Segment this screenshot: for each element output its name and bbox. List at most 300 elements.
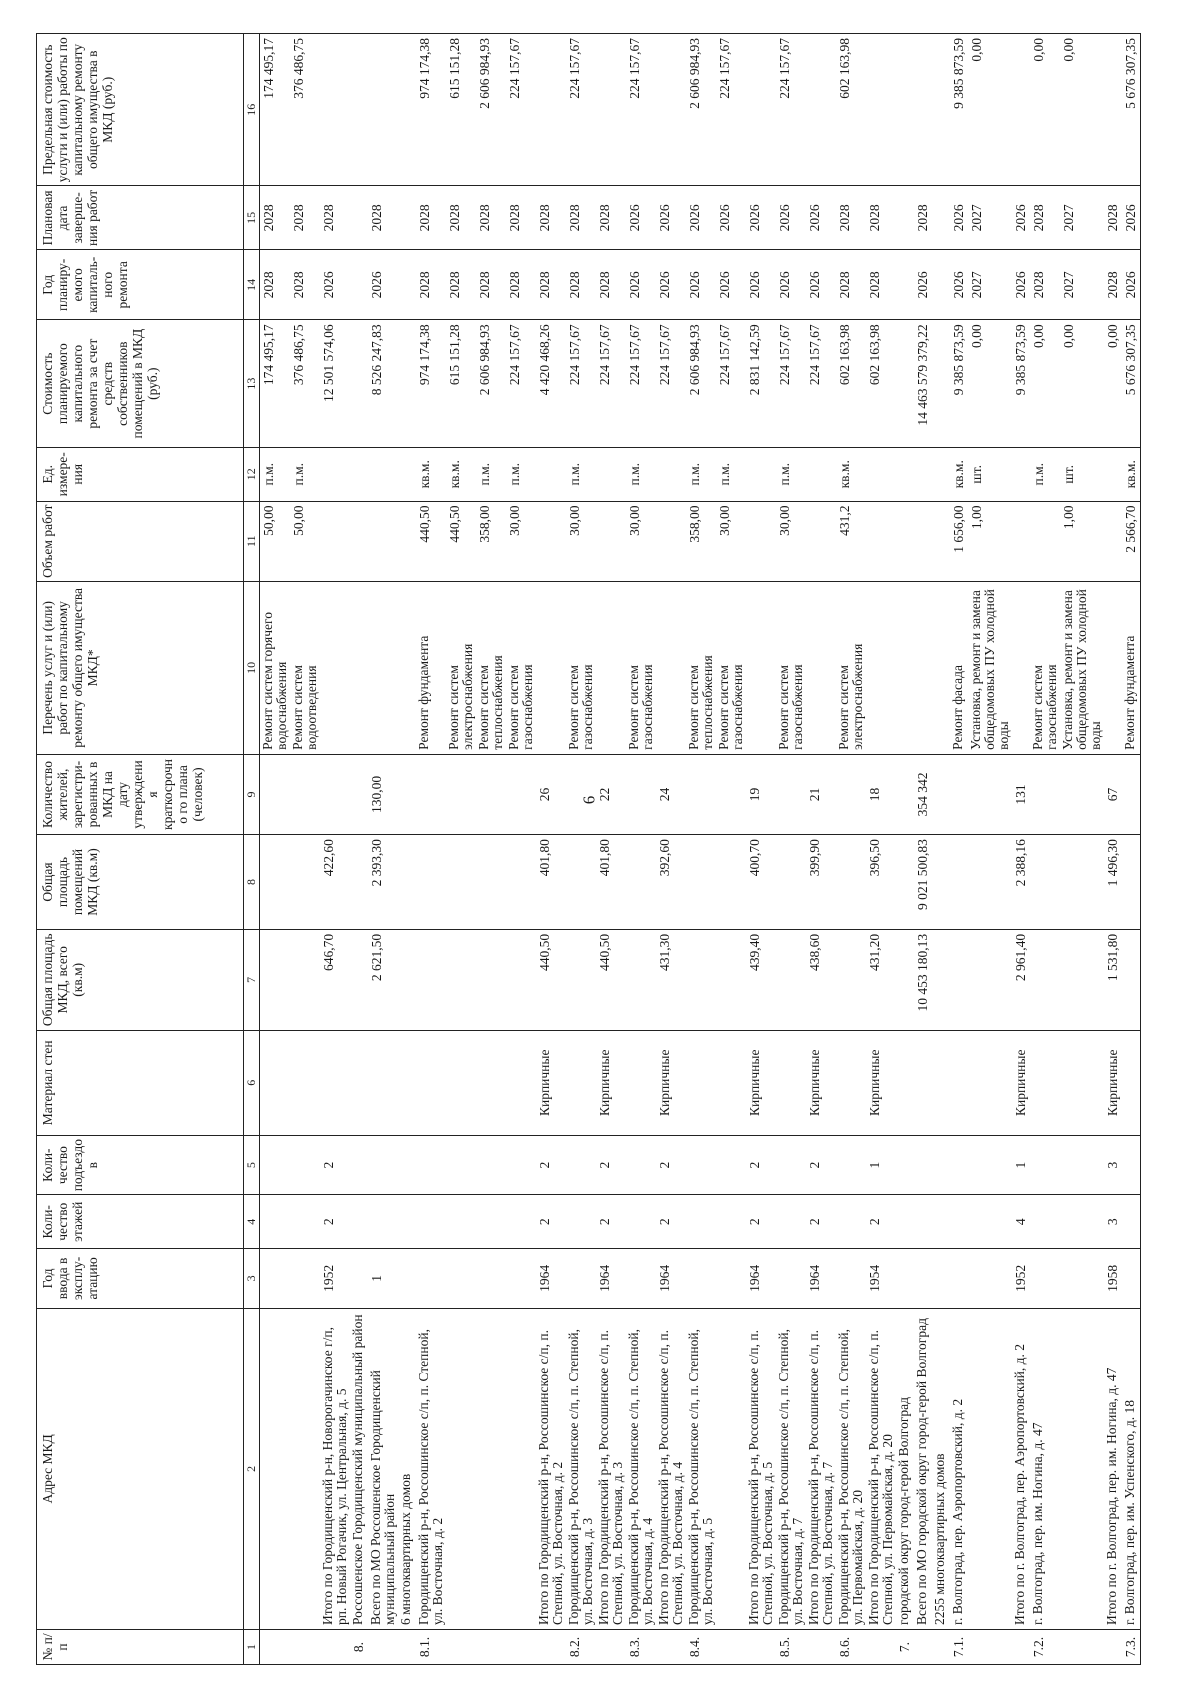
residents-cell: [836, 754, 866, 834]
address-cell: Итого по г. Волгоград, пер. им. Ногина, д. 47: [1104, 1308, 1122, 1629]
residents-cell: [446, 754, 476, 834]
wall-material-cell: Кирпичные: [1012, 1030, 1030, 1135]
total-area-cell: [506, 929, 536, 1030]
wall-material-cell: [446, 1030, 476, 1135]
cost-cell: 0,00: [968, 320, 1012, 448]
cost-cell: 0,00: [1104, 320, 1122, 448]
unit-cell: кв.м.: [836, 448, 866, 502]
row-number: [476, 1630, 506, 1665]
address-cell: Итого по Городищенский р-н, Россошинское с/п, п. Степной, ул. Восточная, д. 2: [536, 1308, 566, 1629]
end-date-cell: [350, 186, 368, 250]
address-cell: Городищенский р-н, Россошинское с/п, п. Степной, ул. Восточная, д. 2: [416, 1308, 446, 1629]
work-type-cell: Ремонт систем газоснабжения: [1030, 581, 1060, 754]
premises-area-cell: [260, 835, 291, 930]
cost-cell: 174 495,17: [260, 320, 291, 448]
work-type-cell: Ремонт систем водоотведения: [290, 581, 320, 754]
end-date-cell: 2028: [914, 186, 932, 250]
total-area-cell: [416, 929, 446, 1030]
volume-cell: [1030, 501, 1060, 581]
end-date-cell: 2026: [776, 186, 806, 250]
limit-cost-cell: [320, 34, 350, 186]
row-number: 8.2.: [566, 1630, 596, 1665]
volume-cell: [320, 501, 350, 581]
address-cell: Итого по Городищенский р-н, Россошинское с/п, п. Степной, ул. Восточная, д. 3: [596, 1308, 626, 1629]
floors-cell: [686, 1195, 716, 1249]
volume-cell: [932, 501, 950, 581]
header-cell: Объем работ: [37, 501, 244, 581]
limit-cost-cell: [596, 34, 626, 186]
residents-cell: 21: [806, 754, 836, 834]
unit-cell: п.м.: [566, 448, 596, 502]
table-row: [416, 34, 446, 1665]
work-type-cell: Ремонт систем теплоснабжения: [476, 581, 506, 754]
volume-cell: [1104, 501, 1122, 581]
entrances-cell: 1: [866, 1135, 896, 1195]
unit-cell: [932, 448, 950, 502]
limit-cost-cell: [932, 34, 950, 186]
residents-cell: [260, 754, 291, 834]
residents-cell: [506, 754, 536, 834]
row-number: 8.4.: [686, 1630, 716, 1665]
year-cell: 1952: [320, 1249, 350, 1309]
premises-area-cell: 2 393,30: [368, 835, 398, 930]
year-cell: [476, 1249, 506, 1309]
floors-cell: [290, 1195, 320, 1249]
work-type-cell: [368, 581, 398, 754]
row-number: 8.: [350, 1630, 368, 1665]
residents-cell: [716, 754, 746, 834]
cost-cell: 2 606 984,93: [476, 320, 506, 448]
unit-cell: кв.м.: [950, 448, 968, 502]
cost-cell: 974 174,38: [416, 320, 446, 448]
year-cell: 1964: [656, 1249, 686, 1309]
residents-cell: [626, 754, 656, 834]
work-type-cell: [914, 581, 932, 754]
wall-material-cell: Кирпичные: [1104, 1030, 1122, 1135]
wall-material-cell: [566, 1030, 596, 1135]
address-cell: [506, 1308, 536, 1629]
total-area-cell: [476, 929, 506, 1030]
unit-cell: [1104, 448, 1122, 502]
entrances-cell: [290, 1135, 320, 1195]
end-date-cell: 2026: [686, 186, 716, 250]
limit-cost-cell: [1012, 34, 1030, 186]
address-cell: Городищенский р-н, Россошинское с/п, п. Степной, ул. Восточная, д. 3: [566, 1308, 596, 1629]
repair-year-cell: 2028: [566, 250, 596, 320]
wall-material-cell: Кирпичные: [806, 1030, 836, 1135]
end-date-cell: 2026: [656, 186, 686, 250]
unit-cell: п.м.: [776, 448, 806, 502]
limit-cost-cell: 174 495,17: [260, 34, 291, 186]
residents-cell: 22: [596, 754, 626, 834]
address-cell: Всего по МО Россошенское Городищенский муниципальный район: [368, 1308, 398, 1629]
wall-material-cell: [914, 1030, 932, 1135]
column-number: 2: [244, 1308, 260, 1629]
address-cell: [716, 1308, 746, 1629]
column-number: 1: [244, 1630, 260, 1665]
unit-cell: п.м.: [686, 448, 716, 502]
cost-cell: 224 157,67: [656, 320, 686, 448]
address-cell: Городищенский р-н, Россошинское с/п, п. Степной, ул. Восточная, д. 7: [776, 1308, 806, 1629]
work-type-cell: [1012, 581, 1030, 754]
limit-cost-cell: [746, 34, 776, 186]
residents-cell: [896, 754, 914, 834]
volume-cell: 1,00: [1060, 501, 1104, 581]
unit-cell: [656, 448, 686, 502]
wall-material-cell: Кирпичные: [656, 1030, 686, 1135]
volume-cell: [896, 501, 914, 581]
repair-year-cell: [398, 250, 416, 320]
row-number: 7.: [896, 1630, 914, 1665]
premises-area-cell: [626, 835, 656, 930]
cost-cell: 615 151,28: [446, 320, 476, 448]
row-number: [596, 1630, 626, 1665]
row-number: [806, 1630, 836, 1665]
unit-cell: [806, 448, 836, 502]
address-cell: [1060, 1308, 1104, 1629]
repair-year-cell: 2026: [1122, 250, 1141, 320]
header-cell: Ед. измере-ния: [37, 448, 244, 502]
volume-cell: 30,00: [506, 501, 536, 581]
address-cell: Итого по Городищенский р-н, Новорогачинское г/п, рп. Новый Рогачик, ул. Центральная, д. 5: [320, 1308, 350, 1629]
premises-area-cell: [776, 835, 806, 930]
premises-area-cell: [506, 835, 536, 930]
address-cell: 6 многоквартирных домов: [398, 1308, 416, 1629]
cost-cell: 224 157,67: [776, 320, 806, 448]
entrances-cell: [716, 1135, 746, 1195]
header-cell: Общая площадь помещений МКД (кв.м): [37, 835, 244, 930]
floors-cell: 2: [746, 1195, 776, 1249]
work-type-cell: [806, 581, 836, 754]
premises-area-cell: [566, 835, 596, 930]
total-area-cell: [1060, 929, 1104, 1030]
premises-area-cell: [686, 835, 716, 930]
cost-cell: 602 163,98: [866, 320, 896, 448]
cost-cell: 224 157,67: [566, 320, 596, 448]
premises-area-cell: 2 388,16: [1012, 835, 1030, 930]
work-type-cell: [536, 581, 566, 754]
wall-material-cell: [368, 1030, 398, 1135]
limit-cost-cell: [656, 34, 686, 186]
volume-cell: 30,00: [776, 501, 806, 581]
residents-cell: 24: [656, 754, 686, 834]
total-area-cell: [1030, 929, 1060, 1030]
volume-cell: [866, 501, 896, 581]
cost-cell: 8 526 247,83: [368, 320, 398, 448]
wall-material-cell: [932, 1030, 950, 1135]
residents-cell: 131: [1012, 754, 1030, 834]
residents-cell: [686, 754, 716, 834]
wall-material-cell: [686, 1030, 716, 1135]
wall-material-cell: [416, 1030, 446, 1135]
wall-material-cell: Кирпичные: [596, 1030, 626, 1135]
cost-cell: 602 163,98: [836, 320, 866, 448]
limit-cost-cell: 224 157,67: [626, 34, 656, 186]
unit-cell: п.м.: [1030, 448, 1060, 502]
year-cell: [968, 1249, 1012, 1309]
total-area-cell: 439,40: [746, 929, 776, 1030]
address-cell: [476, 1308, 506, 1629]
volume-cell: 440,50: [446, 501, 476, 581]
table-row: [932, 34, 950, 1665]
repair-year-cell: [896, 250, 914, 320]
table-row: [686, 34, 716, 1665]
header-cell: Коли-чество подъездов: [37, 1135, 244, 1195]
total-area-cell: [716, 929, 746, 1030]
residents-cell: 354 342: [914, 754, 932, 834]
limit-cost-cell: [368, 34, 398, 186]
cost-cell: [896, 320, 914, 448]
table-row: [290, 34, 320, 1665]
repair-year-cell: 2026: [716, 250, 746, 320]
header-cell: № п/п: [37, 1630, 244, 1665]
entrances-cell: [566, 1135, 596, 1195]
limit-cost-cell: 9 385 873,59: [950, 34, 968, 186]
header-cell: Количество жителей, зарегистри-рованных в МКД на дату утверждения краткосрочно го плана (человек): [37, 754, 244, 834]
floors-cell: [716, 1195, 746, 1249]
unit-cell: [1012, 448, 1030, 502]
volume-cell: 1,00: [968, 501, 1012, 581]
floors-cell: [368, 1195, 398, 1249]
premises-area-cell: 1 496,30: [1104, 835, 1122, 930]
entrances-cell: [776, 1135, 806, 1195]
address-cell: [968, 1308, 1012, 1629]
unit-cell: кв.м.: [1122, 448, 1141, 502]
total-area-cell: 440,50: [596, 929, 626, 1030]
floors-cell: [932, 1195, 950, 1249]
residents-cell: 18: [866, 754, 896, 834]
residents-cell: [950, 754, 968, 834]
volume-cell: 431,2: [836, 501, 866, 581]
entrances-cell: [626, 1135, 656, 1195]
wall-material-cell: [350, 1030, 368, 1135]
end-date-cell: 2028: [290, 186, 320, 250]
floors-cell: 4: [1012, 1195, 1030, 1249]
work-type-cell: [932, 581, 950, 754]
table-row: [806, 34, 836, 1665]
row-number: 8.3.: [626, 1630, 656, 1665]
end-date-cell: 2028: [836, 186, 866, 250]
floors-cell: [260, 1195, 291, 1249]
cost-cell: 12 501 574,06: [320, 320, 350, 448]
volume-cell: [914, 501, 932, 581]
repair-year-cell: 2026: [806, 250, 836, 320]
premises-area-cell: [836, 835, 866, 930]
table-row: [1122, 34, 1141, 1665]
entrances-cell: 2: [596, 1135, 626, 1195]
column-number: 16: [244, 34, 260, 186]
repair-year-cell: 2026: [686, 250, 716, 320]
wall-material-cell: [1122, 1030, 1141, 1135]
work-type-cell: Ремонт фасада: [950, 581, 968, 754]
row-number: [398, 1630, 416, 1665]
premises-area-cell: [716, 835, 746, 930]
table-row: [914, 34, 932, 1665]
limit-cost-cell: [398, 34, 416, 186]
limit-cost-cell: 224 157,67: [716, 34, 746, 186]
premises-area-cell: [1060, 835, 1104, 930]
entrances-cell: [1030, 1135, 1060, 1195]
residents-cell: [476, 754, 506, 834]
work-type-cell: Ремонт систем электроснабжения: [446, 581, 476, 754]
volume-cell: [596, 501, 626, 581]
repair-year-cell: 2026: [368, 250, 398, 320]
repair-year-cell: 2026: [746, 250, 776, 320]
residents-cell: [776, 754, 806, 834]
table-row: [656, 34, 686, 1665]
end-date-cell: 2028: [446, 186, 476, 250]
end-date-cell: 2028: [866, 186, 896, 250]
residents-cell: [416, 754, 446, 834]
year-cell: [914, 1249, 932, 1309]
cost-cell: 224 157,67: [806, 320, 836, 448]
limit-cost-cell: 376 486,75: [290, 34, 320, 186]
total-area-cell: [968, 929, 1012, 1030]
unit-cell: [350, 448, 368, 502]
header-cell: Адрес МКД: [37, 1308, 244, 1629]
premises-area-cell: [290, 835, 320, 930]
residents-cell: 26: [536, 754, 566, 834]
unit-cell: шт.: [968, 448, 1012, 502]
wall-material-cell: [290, 1030, 320, 1135]
row-number: [656, 1630, 686, 1665]
column-number: 7: [244, 929, 260, 1030]
work-type-cell: Ремонт фундамента: [1122, 581, 1141, 754]
volume-cell: [536, 501, 566, 581]
header-cell: Предельная стоимость услуги и (или) работы по капитальному ремонту общего имущества в МКД (руб.): [37, 34, 244, 186]
year-cell: 1964: [536, 1249, 566, 1309]
cost-cell: [350, 320, 368, 448]
year-cell: [1060, 1249, 1104, 1309]
address-cell: Итого по Городищенский р-н, Россошинское с/п, п. Степной, ул. Восточная, д. 5: [746, 1308, 776, 1629]
address-cell: городской округ город-герой Волгоград: [896, 1308, 914, 1629]
table-row: [398, 34, 416, 1665]
year-cell: 1964: [806, 1249, 836, 1309]
premises-area-cell: 399,90: [806, 835, 836, 930]
total-area-cell: [626, 929, 656, 1030]
capital-repair-table: [36, 33, 1141, 1665]
total-area-cell: [776, 929, 806, 1030]
residents-cell: 19: [746, 754, 776, 834]
row-number: [1012, 1630, 1030, 1665]
work-type-cell: [1104, 581, 1122, 754]
year-cell: [836, 1249, 866, 1309]
premises-area-cell: 422,60: [320, 835, 350, 930]
table-row: [866, 34, 896, 1665]
total-area-cell: 431,30: [656, 929, 686, 1030]
entrances-cell: [1060, 1135, 1104, 1195]
end-date-cell: 2026: [1012, 186, 1030, 250]
wall-material-cell: [626, 1030, 656, 1135]
entrances-cell: [686, 1135, 716, 1195]
residents-cell: [398, 754, 416, 834]
entrances-cell: 2: [746, 1135, 776, 1195]
header-cell: Перечень услуг и (или) работ по капитальному ремонту общего имущества МКД*: [37, 581, 244, 754]
entrances-cell: [836, 1135, 866, 1195]
repair-year-cell: 2028: [866, 250, 896, 320]
volume-cell: 30,00: [626, 501, 656, 581]
table-row: [596, 34, 626, 1665]
floors-cell: [476, 1195, 506, 1249]
cost-cell: 14 463 579 379,22: [914, 320, 932, 448]
work-type-cell: [866, 581, 896, 754]
entrances-cell: [968, 1135, 1012, 1195]
page-number: 6: [579, 795, 599, 805]
cost-cell: 224 157,67: [716, 320, 746, 448]
entrances-cell: [350, 1135, 368, 1195]
limit-cost-cell: [1104, 34, 1122, 186]
volume-cell: 2 566,70: [1122, 501, 1141, 581]
address-cell: Итого по г. Волгоград, пер. Аэропортовский, д. 2: [1012, 1308, 1030, 1629]
end-date-cell: 2026: [806, 186, 836, 250]
end-date-cell: 2027: [968, 186, 1012, 250]
address-cell: Всего по МО городской округ город-герой Волгоград: [914, 1308, 932, 1629]
cost-cell: 224 157,67: [506, 320, 536, 448]
table-row: [1012, 34, 1030, 1665]
year-cell: [416, 1249, 446, 1309]
residents-cell: 130,00: [368, 754, 398, 834]
header-cell: Плановая дата заверше-ния работ: [37, 186, 244, 250]
work-type-cell: Ремонт фундамента: [416, 581, 446, 754]
table-row: [260, 34, 291, 1665]
header-cell: Стоимость планируемого капитального ремонта за счет средств собственников помещений в МКД (руб.): [37, 320, 244, 448]
row-number: [536, 1630, 566, 1665]
floors-cell: [776, 1195, 806, 1249]
volume-cell: 30,00: [566, 501, 596, 581]
residents-cell: [968, 754, 1012, 834]
entrances-cell: [932, 1135, 950, 1195]
unit-cell: шт.: [1060, 448, 1104, 502]
floors-cell: [836, 1195, 866, 1249]
repair-year-cell: 2028: [260, 250, 291, 320]
end-date-cell: [398, 186, 416, 250]
residents-cell: [932, 754, 950, 834]
residents-cell: [1122, 754, 1141, 834]
work-type-cell: Установка, ремонт и замена общедомовых ПУ холодной воды: [968, 581, 1012, 754]
end-date-cell: 2028: [260, 186, 291, 250]
total-area-cell: [836, 929, 866, 1030]
cost-cell: 224 157,67: [626, 320, 656, 448]
table-row: [320, 34, 350, 1665]
work-type-cell: Ремонт систем газоснабжения: [626, 581, 656, 754]
end-date-cell: [932, 186, 950, 250]
address-cell: [446, 1308, 476, 1629]
repair-year-cell: 2028: [836, 250, 866, 320]
residents-cell: [290, 754, 320, 834]
end-date-cell: 2026: [716, 186, 746, 250]
unit-cell: [398, 448, 416, 502]
year-cell: [1122, 1249, 1141, 1309]
work-type-cell: [896, 581, 914, 754]
year-cell: [716, 1249, 746, 1309]
column-number: 14: [244, 250, 260, 320]
repair-year-cell: 2028: [1030, 250, 1060, 320]
limit-cost-cell: 2 606 984,93: [686, 34, 716, 186]
volume-cell: 358,00: [686, 501, 716, 581]
wall-material-cell: Кирпичные: [866, 1030, 896, 1135]
address-cell: Россошенское Городищенский муниципальный район: [350, 1308, 368, 1629]
total-area-cell: [566, 929, 596, 1030]
floors-cell: [506, 1195, 536, 1249]
table-row: [566, 34, 596, 1665]
wall-material-cell: [320, 1030, 350, 1135]
wall-material-cell: [896, 1030, 914, 1135]
wall-material-cell: [476, 1030, 506, 1135]
table-row: [1104, 34, 1122, 1665]
table-row: [506, 34, 536, 1665]
volume-cell: 1 656,00: [950, 501, 968, 581]
year-cell: 1964: [596, 1249, 626, 1309]
